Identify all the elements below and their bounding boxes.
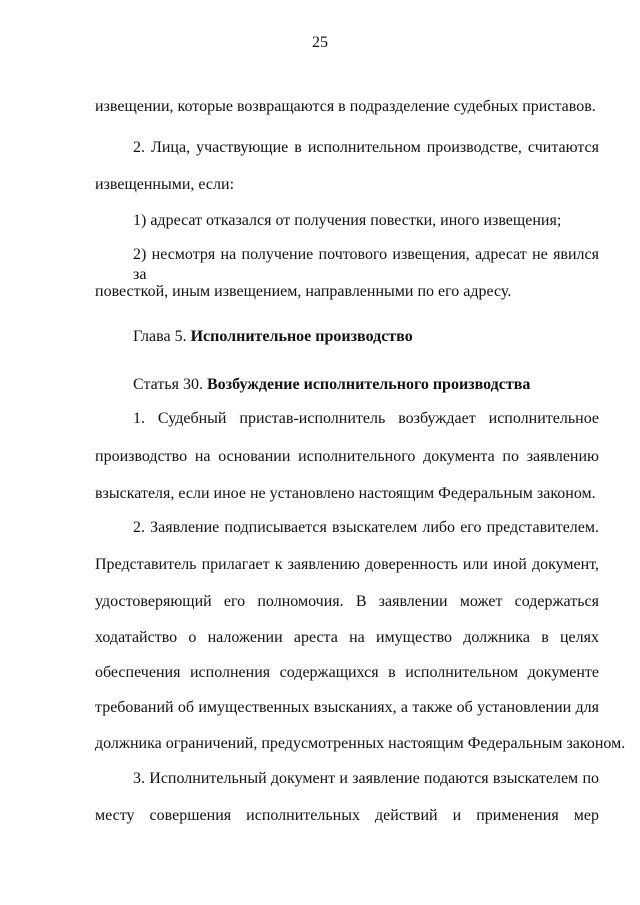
chapter-heading <box>133 327 599 347</box>
text-line: месту совершения исполнительных действий и применения мер <box>95 807 599 824</box>
paragraph-2-start: 2. Лица, участвующие в исполнительном производстве, считаются <box>133 139 599 156</box>
text-line: извещенными, если: <box>95 176 235 193</box>
text-line: ходатайство о наложении ареста на имущество должника в целях <box>95 629 599 646</box>
text-line: обеспечения исполнения содержащихся в исполнительном документе <box>95 664 599 681</box>
text-line: должника ограничений, предусмотренных настоящим Федеральным законом. <box>95 735 626 752</box>
text-line: взыскателя, если иное не установлено настоящим Федеральным законом. <box>95 485 596 502</box>
list-item-2-start: 2) несмотря на получение почтового извещения, адресат не явился за <box>133 246 599 283</box>
page-number: 25 <box>312 34 328 51</box>
paragraph-2-start: 2. Заявление подписывается взыскателем либо его представителем. <box>133 519 599 536</box>
paragraph-1-start: 1. Судебный пристав-исполнитель возбуждает исполнительное <box>133 410 599 427</box>
text-line: повесткой, иным извещением, направленными по его адресу. <box>95 283 512 300</box>
text-line: удостоверяющий его полномочия. В заявлении может содержаться <box>95 593 599 610</box>
text-line: Представитель прилагает к заявлению доверенность или иной документ, <box>95 556 599 573</box>
text-line: извещении, которые возвращаются в подразделение судебных приставов. <box>95 98 596 115</box>
list-item-1: 1) адресат отказался от получения повестки, иного извещения; <box>133 212 562 229</box>
paragraph-3-start: 3. Исполнительный документ и заявление подаются взыскателем по <box>133 770 599 787</box>
article-prefix: Статья 30. <box>133 376 207 393</box>
chapter-title: Исполнительное производство <box>190 328 413 345</box>
text-line: производство на основании исполнительного документа по заявлению <box>95 448 599 465</box>
text-line: требований об имущественных взысканиях, а также об установлении для <box>95 699 599 716</box>
article-heading <box>133 375 599 395</box>
chapter-prefix: Глава 5. <box>133 328 191 345</box>
article-title: Возбуждение исполнительного производства <box>206 376 531 393</box>
